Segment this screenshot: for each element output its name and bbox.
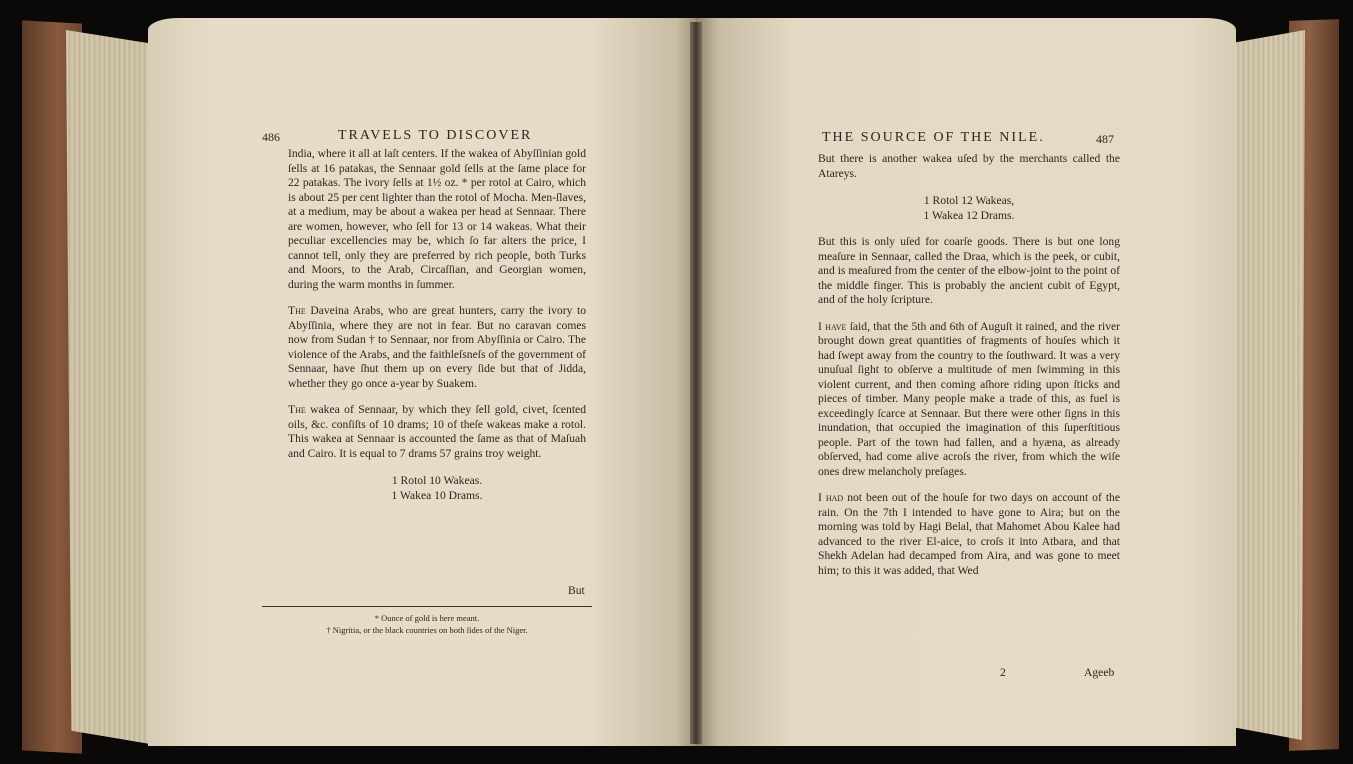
left-footnote-1: * Ounce of gold is here meant.	[374, 613, 480, 623]
right-paragraph-3	[818, 320, 1120, 480]
left-body	[288, 147, 586, 503]
right-paragraph-4-lead: I had	[818, 491, 844, 504]
right-measure-1: 1 Rotol 12 Wakeas,	[923, 194, 1015, 207]
left-paragraph-1: India, where it all at laſt centers. If the wakea of Abyſſinian gold ſells at 16 patakas, the Sennaar gold ſells at the ſame place for 22 patakas. The ivory ſells at 1½ oz. * per rotol at Cairo, which is about 25 per cent lighter than the rotol of Mocha. Men-ſlaves, at a medium, may be about a wakea per head at Sennaar. There are women, however, who ſell for 13 or 14 wakeas. What their peculiar excellencies may be, which ſo far alters the price, I cannot tell, only they are preferred by rich people, both Turks and Moors, to the Arab, Circaſſian, and Georgian women, during the warm months in ſummer.	[288, 147, 586, 291]
right-catchword: Ageeb	[1084, 666, 1115, 679]
right-measure-2: 1 Wakea 12 Drams.	[923, 209, 1015, 222]
book-gutter	[690, 22, 702, 744]
left-page-number: 486	[262, 130, 280, 144]
right-signature-mark: 2	[1000, 666, 1006, 679]
right-paragraph-1: But there is another wakea uſed by the merchants called the Atareys.	[818, 152, 1120, 180]
left-paragraph-3-lead: The	[288, 403, 306, 416]
right-body	[818, 152, 1120, 590]
left-paragraph-2-text: Daveina Arabs, who are great hunters, carry the ivory to Abyſſinia, where they are not in fear. But no caravan comes now from Sudan † to Sennaar, nor from Abyſſinia or Cairo. The violence of the Arabs, and the faithleſsneſs of the government of Sennaar, have ſhut them up on every ſide but that of Jidda, whether they go once a-year by Suakem.	[288, 304, 586, 390]
left-paragraph-2-lead: The	[288, 304, 306, 317]
left-measure-1: 1 Rotol 10 Wakeas.	[391, 474, 483, 487]
left-paragraph-3-text: wakea of Sennaar, by which they ſell gold, civet, ſcented oils, &c. conſiſts of 10 drams; 10 of theſe wakeas make a rotol. This wakea at Sennaar is accounted the ſame as that of Maſuah and Cairo. It is equal to 7 drams 57 grains troy weight.	[288, 403, 586, 460]
left-page-edges	[66, 30, 156, 745]
left-footnote-2: † Nigritia, or the black countries on both ſides of the Niger.	[326, 625, 528, 635]
left-measure-2: 1 Wakea 10 Drams.	[391, 489, 483, 502]
footnote-rule	[262, 606, 592, 607]
right-page-edges	[1225, 30, 1305, 740]
right-paragraph-3-text: ſaid, that the 5th and 6th of Auguſt it rained, and the river brought down great quantities of fragments of houſes which it had ſwept away from the country to the ſouthward. It was a very unuſual ſight to obſerve a multitude of men ſwimming in this violent current, and then coming aſhore riding upon ſticks and pieces of timber. Many people make a trade of this, as fuel is exceedingly ſcarce at Sennaar. But there were other ſigns in this inundation, that occupied the imagination of this ſuperſtitious people. Part of the town had fallen, and a hyæna, as already obſerved, had come alive acroſs the river, from which the wiſe ones drew melancholy preſages.	[818, 319, 1121, 478]
right-paragraph-2: But this is only uſed for coarſe goods. There is but one long meaſure in Sennaar, called the Draa, which is the peek, or cubit, and is meaſured from the center of the elbow-joint to the point of the middle finger. This is probably the ancient cubit of Egypt, and of the holy ſcripture.	[818, 235, 1120, 306]
right-paragraph-3-lead: I have	[818, 319, 847, 333]
right-paragraph-4	[818, 491, 1120, 578]
right-running-head: THE SOURCE OF THE NILE.	[822, 130, 1045, 145]
right-paragraph-4-text: not been out of the houſe for two days on account of the rain. On the 7th I intended to have gone to Aira; but on the morning was told by Hagi Belal, that Mahomet Abou Kalee had advanced to the river El-aice, to croſs it into Atbara, and that Shekh Adelan had decamped from Aira, and was gone to meet him; to this it was added, that Wed	[818, 491, 1120, 577]
right-page-number: 487	[1096, 132, 1114, 146]
left-running-head: TRAVELS TO DISCOVER	[338, 128, 533, 143]
left-paragraph-2	[288, 304, 586, 391]
left-paragraph-3	[288, 403, 586, 461]
left-catchword: But	[568, 584, 585, 597]
